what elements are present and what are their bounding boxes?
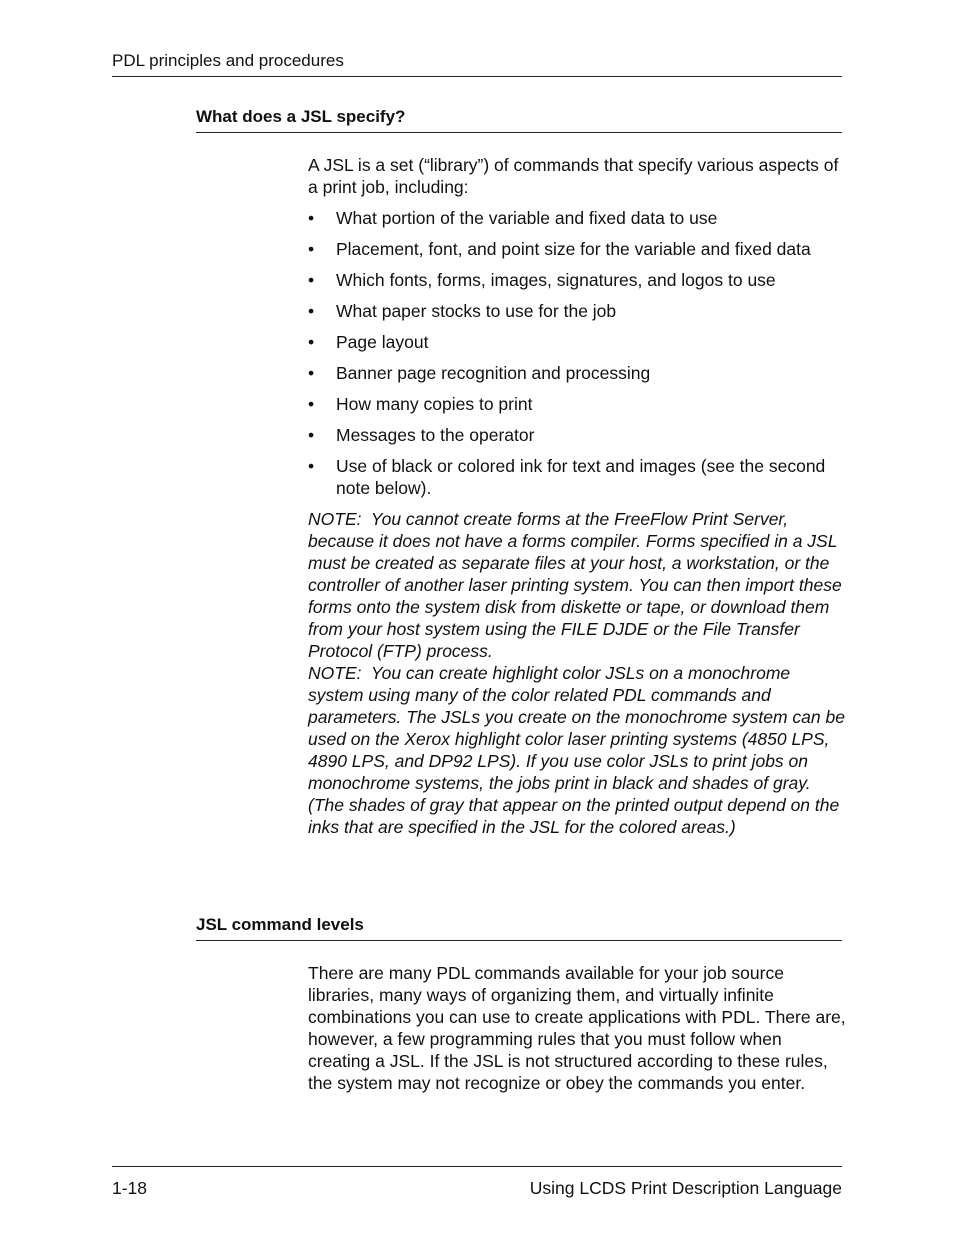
list-item-text: How many copies to print xyxy=(336,394,533,414)
section2-body xyxy=(308,962,848,1094)
section-rule-1 xyxy=(196,132,842,133)
list-item xyxy=(308,393,848,415)
list-item xyxy=(308,238,848,260)
list-item xyxy=(308,207,848,229)
command-levels-paragraph: There are many PDL commands available for your job source libraries, many ways of organizing them, and virtually infinite combinations you can use to create applications with PDL. There are, however, a few programming rules that you must follow when creating a JSL. If the JSL is not structured according to these rules, the system may not recognize or obey the commands you enter. xyxy=(308,963,846,1093)
running-head: PDL principles and procedures xyxy=(112,51,344,70)
section1-body xyxy=(308,154,848,838)
bullet-icon: • xyxy=(308,301,315,321)
list-item-text: What portion of the variable and fixed data to use xyxy=(336,208,718,228)
list-item xyxy=(308,455,848,499)
jsl-specification-list xyxy=(308,207,848,499)
list-item-text: Which fonts, forms, images, signatures, and logos to use xyxy=(336,270,776,290)
list-item-text: What paper stocks to use for the job xyxy=(336,301,617,321)
intro-paragraph: A JSL is a set (“library”) of commands that specify various aspects of a print job, including: xyxy=(308,155,839,197)
bullet-icon: • xyxy=(308,332,315,352)
bullet-icon: • xyxy=(308,394,315,414)
list-item-text: Banner page recognition and processing xyxy=(336,363,651,383)
bullet-icon: • xyxy=(308,456,315,476)
list-item xyxy=(308,424,848,446)
bullet-icon: • xyxy=(308,270,315,290)
bullet-icon: • xyxy=(308,425,315,445)
bullet-icon: • xyxy=(308,363,315,383)
list-item-text: Page layout xyxy=(336,332,429,352)
section-title-command-levels: JSL command levels xyxy=(196,915,364,934)
bullet-icon: • xyxy=(308,239,315,259)
list-item xyxy=(308,362,848,384)
header-rule xyxy=(112,76,842,77)
bullet-icon: • xyxy=(308,208,315,228)
note-forms: NOTE: You cannot create forms at the FreeFlow Print Server, because it does not have a forms compiler. Forms specified in a JSL must be created as separate files at your host, a workstation, or the controller of another laser printing system. You can then import these forms onto the system disk from diskette or tape, or download them from your host system using the FILE DJDE or the File Transfer Protocol (FTP) process. xyxy=(308,509,842,661)
list-item xyxy=(308,269,848,291)
list-item-text: Use of black or colored ink for text and images (see the second note below). xyxy=(336,456,826,498)
list-item-text: Placement, font, and point size for the variable and fixed data xyxy=(336,239,811,259)
note-highlight-color: NOTE: You can create highlight color JSLs on a monochrome system using many of the color related PDL commands and parameters. The JSLs you create on the monochrome system can be used on the Xerox highlight color laser printing systems (4850 LPS, 4890 LPS, and DP92 LPS). If you use color JSLs to print jobs on monochrome systems, the jobs print in black and shades of gray. (The shades of gray that appear on the printed output depend on the inks that are specified in the JSL for the colored areas.) xyxy=(308,663,845,837)
book-title: Using LCDS Print Description Language xyxy=(529,1178,842,1198)
section-rule-2 xyxy=(196,940,842,941)
list-item-text: Messages to the operator xyxy=(336,425,535,445)
section-title-jsl-specify: What does a JSL specify? xyxy=(196,107,406,126)
footer-rule xyxy=(112,1166,842,1167)
list-item xyxy=(308,300,848,322)
list-item xyxy=(308,331,848,353)
page-number: 1-18 xyxy=(112,1178,148,1198)
